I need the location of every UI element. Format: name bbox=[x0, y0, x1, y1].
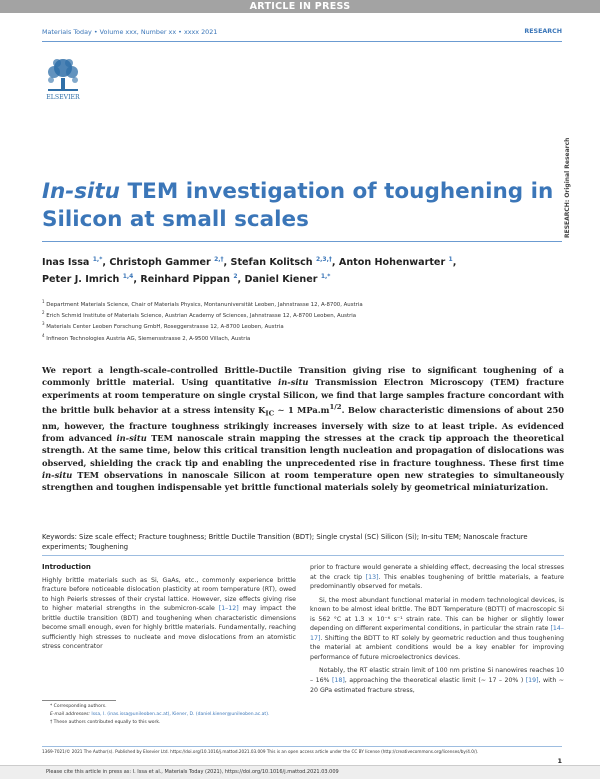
body-paragraph: prior to fracture would generate a shielding effect, decreasing the local stresses at the crack tip [13]. This enables toughening of brittle materials, a feature predominantly observed for metals. bbox=[310, 564, 565, 591]
footnote-rule bbox=[42, 700, 116, 701]
reference-link[interactable]: [18] bbox=[331, 677, 345, 685]
author: Inas Issa $^{1,*}$, bbox=[42, 256, 106, 269]
title-line1: TEM investigation of toughening in bbox=[119, 179, 554, 204]
equal-contribution-footnote: † These authors contributed equally to this work. bbox=[50, 720, 161, 725]
title-rule bbox=[42, 241, 562, 242]
citation-box bbox=[0, 765, 600, 779]
page-number: 1 bbox=[557, 757, 562, 765]
keywords bbox=[42, 532, 564, 552]
article-title bbox=[42, 178, 562, 234]
reference-link[interactable]: [14–17] bbox=[310, 625, 564, 642]
affiliation: $^3$ Materials Center Leoben Forschung GmbH, Roseggerstrasse 12, A-8700 Leoben, Austria bbox=[42, 321, 284, 331]
reference-link[interactable]: [13] bbox=[365, 573, 379, 581]
elsevier-logo bbox=[42, 56, 84, 102]
footnotes bbox=[42, 703, 296, 727]
svg-text:ELSEVIER: ELSEVIER bbox=[46, 94, 80, 101]
affiliation: $^2$ Erich Schmid Institute of Materials Science, Austrian Academy of Sciences, Jahnstrasse 12, A-8700 Leoben, Austria bbox=[42, 310, 357, 319]
author: Reinhard Pippan $^2$, bbox=[140, 272, 242, 285]
abstract: We report a length-scale-controlled Brittle-Ductile Transition giving rise to significant toughening of a commonly brittle material. Using quantitative in-situ Transmission Electron Microscopy (TEM) fracture experiments at room temperature on single crystal Silicon, we find that large samples fracture concordant with the brittle bulk behavior at a stress intensity $K_{IC}$ ∼ 1 $MPa.m^{1/2}$. Below characteristic dimensions of about 250 nm, however, the fracture toughness strikingly increases inversely with size to at least triple. As evidenced from advanced in-situ TEM nanoscale strain mapping the stresses at the crack tip approach the theoretical strength. At the same time, below this critical transition length nucleation and propagation of dislocations was observed, shielding the crack tip and enabling the unprecedented rise in fracture toughness. These first time in-situ TEM observations in nanoscale Silicon at room temperature open new strategies to simultaneously strengthen and toughen indispensable yet brittle functional materials solely by geometrical miniaturization. bbox=[42, 365, 564, 493]
affiliation: $^4$ Infineon Technologies Austria AG, Siemensstrasse 2, A-9500 Villach, Austria bbox=[42, 332, 251, 342]
title-italic: In-situ bbox=[42, 179, 120, 204]
keywords-label: Keywords: bbox=[42, 533, 77, 541]
body-paragraph: Si, the most abundant functional material in modern technological devices, is known to be almost ideal brittle. The BDT Temperature (BDTT) of macroscopic Si is 562 °C at 1.3 × 10⁻⁶ s⁻¹ strain rate. This can be higher or slightly lower depending on different experimental conditions, in particular the strain rate [14–17]. Shifting the BDTT to RT solely by geometric reduction and thus toughening the material at ambient conditions would be a key enabler for improving performance of future microelectronics devices. bbox=[310, 596, 564, 661]
article-in-press-banner: ARTICLE IN PRESS bbox=[0, 0, 600, 13]
email-footnote: E-mail addresses: Issa, I. (inas.issa@unileoben.ac.at), Kiener, D. (daniel.kiener@unileoben.ac.at). bbox=[50, 712, 270, 717]
right-column bbox=[310, 563, 564, 699]
journal-rule bbox=[42, 41, 562, 42]
body-paragraph: Notably, the RT elastic strain limit of 100 nm pristine Si nanowires reaches 10 – 16% [18], approaching the theoretical elastic limit (∼ 17 – 20% ) [19], with ∼ 20 GPa estimated fracture stress, bbox=[310, 667, 564, 694]
left-column bbox=[42, 563, 296, 656]
section-label: RESEARCH bbox=[524, 28, 562, 35]
corresponding-footnote: * Corresponding authors. bbox=[50, 704, 107, 709]
reference-link[interactable]: [19] bbox=[525, 677, 539, 685]
journal-info: Materials Today • Volume xxx, Number xx • xxxx 2021 bbox=[42, 28, 218, 36]
author: Anton Hohenwarter $^1$, bbox=[338, 256, 457, 269]
title-line2: Silicon at small scales bbox=[42, 207, 309, 232]
side-section-label: RESEARCH: Original Research bbox=[564, 137, 571, 238]
introduction-heading: Introduction bbox=[42, 563, 91, 571]
author: Christoph Gammer $^{2,\dagger}$, bbox=[109, 256, 228, 269]
author: Peter J. Imrich $^{1,4}$, bbox=[42, 272, 137, 285]
reference-link[interactable]: [1–12] bbox=[218, 605, 239, 613]
journal-header bbox=[0, 28, 600, 40]
keywords-text: Size scale effect; Fracture toughness; Brittle Ductile Transition (BDT); Single crystal (SC) Silicon (Si); In-situ TEM; Nanoscale fracture experiments; Toughening bbox=[42, 533, 528, 551]
bottom-rule bbox=[42, 746, 562, 747]
affiliation: $^1$ Department Materials Science, Chair of Materials Physics, Montanuniversität Leoben, Jahnstrasse 12, A-8700, Austria bbox=[42, 299, 363, 308]
keywords-rule bbox=[42, 555, 564, 556]
author: Daniel Kiener $^{1,*}$ bbox=[244, 272, 331, 285]
elsevier-tree-icon bbox=[42, 56, 84, 102]
author-list bbox=[42, 253, 562, 286]
intro-paragraph: Highly brittle materials such as Si, GaAs, etc., commonly experience brittle fracture before noticeable dislocation plasticity at room temperature (RT), owed to high Peierls stresses of their crystal lattice. However, size effects giving rise to higher material strengths in the submicron-scale [1–12] may impact the brittle ductile transition (BDT) and toughening when characteristic dimensions become small enough, even for highly brittle materials. Fundamentally, reaching sufficiently high stresses to nucleate and move dislocations from an atomistic stress concentrator bbox=[42, 576, 296, 651]
copyright-line: 1369-7021/© 2021 The Author(s). Published by Elsevier Ltd. https://doi.org/10.1016/j.mattod.2021.03.009 This is an open access article under the CC BY license (http://creativecommons.org/licenses/by/4.0/). bbox=[42, 749, 479, 754]
citation-text[interactable]: Please cite this article in press as: I. Issa et al., Materials Today (2021), https://doi.org/10.1016/j.mattod.2021.03.009 bbox=[46, 769, 339, 775]
author: Stefan Kolitsch $^{2,3,\dagger}$, bbox=[230, 256, 336, 269]
affiliations bbox=[42, 298, 562, 343]
